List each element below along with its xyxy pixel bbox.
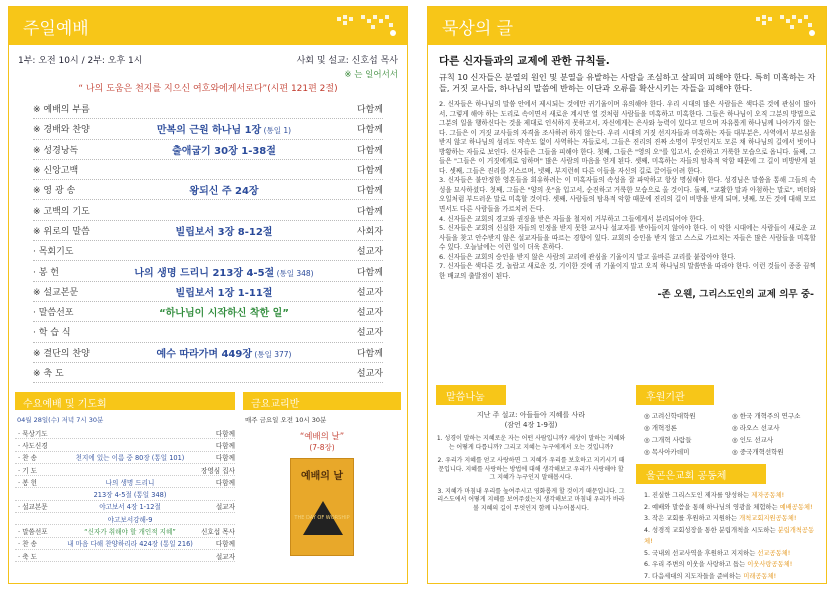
friday-class: [243, 392, 401, 556]
worship-row: [33, 119, 383, 139]
row-detail: 빌립보서 1장 1-11절: [175, 287, 273, 299]
community-emphasis: 미래공동체!: [743, 572, 777, 580]
row-hymn-number: (통일 348): [274, 268, 314, 278]
support-item: ◎ 목사아카데미: [644, 448, 690, 456]
worship-info: [9, 45, 407, 66]
sermon-title: 지난 주 설교: 아들들아 지혜를 사라: [476, 411, 586, 419]
row-leader: 다함께: [356, 105, 383, 116]
wednesday-row: [15, 550, 235, 562]
word-sharing-header: 말씀나눔: [436, 385, 506, 405]
discussion-point: 2. 우리가 지혜를 얻고 사랑하면 그 지혜가 우리를 보호하고 지키시기 때문입니다. 지혜를 사랑하는 방법에 대해 생각해보고 우리가 사랑해야 할 그 지혜가 누구인지 말해봅시다.: [437, 457, 625, 481]
row-leader: 다함께: [215, 540, 235, 549]
row-item: ※ 설교본문: [33, 287, 79, 298]
row-detail: “신자가 취해야 할 개인적 지혜”: [84, 528, 176, 537]
discussion-point: 1. 성경이 말하는 지혜로운 자는 어떤 사람입니까? 세상이 말하는 지혜와는 어떻게 다릅니까? 그리고 지혜는 누구에게서 오는 것입니까?: [436, 435, 626, 451]
row-leader: 다함께: [356, 125, 383, 136]
word-sharing: [436, 385, 626, 513]
row-leader: 신호섭 목사: [201, 528, 235, 537]
row-leader: 다함께: [215, 429, 235, 438]
community-emphasis: 개척교회지원공동체!: [739, 515, 797, 522]
row-item: ※ 축 도: [33, 369, 64, 379]
worship-row: [33, 282, 383, 302]
row-item: · 기 도: [18, 466, 38, 475]
row-leader: 설교자: [356, 369, 383, 379]
wednesday-row: [15, 439, 235, 451]
article-body: [439, 100, 816, 281]
support-item: ◎ 고려신학대학원: [644, 412, 696, 420]
row-detail: “하나님이 시작하신 착한 일”: [159, 308, 289, 320]
article-paragraph: 6. 신자들은 교회의 승인을 받지 않은 사람의 교리에 관심을 기울이지 말고 올바른 교리를 붙잡아야 한다.: [439, 252, 736, 261]
worship-row: [33, 322, 383, 342]
row-item: · 찬 송: [18, 540, 38, 549]
wednesday-service: [15, 392, 235, 562]
wednesday-row: [15, 538, 235, 550]
row-item: · 학 습 식: [33, 328, 71, 339]
service-times: 1부: 오전 10시 / 2부: 오후 1시: [18, 56, 143, 66]
wednesday-row: [15, 488, 235, 500]
article-paragraph: 3. 신자들은 불안정한 영혼들을 회유하려는 이 미혹자들의 속성을 잘 파악하고 항상 명심해야 한다. 성경님은 말씀을 통해 그들의 속성을 묘사하셨다. 첫째, 그들은 "양의 옷"을 입고서, 순진하고 거룩한 모습으로 올 것이다. 둘째, "교활한 말과 아첨하는 말로", 버터와 오일처럼 부드러운 말로 미혹할 것이다. 셋째, 사람들의 탐욕적 악함 때문에 진리의 길이 비방을 받게 되며, 넷째, 모든 것에 대해 모르면서도 다른 사람들을 가르치려 든다.: [439, 176, 816, 214]
row-leader: 다함께: [356, 145, 383, 156]
meditation-title: 묵상의 글: [442, 19, 514, 39]
discussion-points: [436, 435, 626, 513]
row-item: · 묵상기도: [18, 429, 48, 438]
row-detail: 나의 생명 드리니: [105, 478, 155, 487]
row-detail: 왕되신 주 24장: [189, 186, 259, 198]
row-leader: 설교자: [215, 503, 235, 512]
row-leader: 다함께: [215, 478, 235, 487]
wednesday-row: [15, 513, 235, 525]
row-item: · 설교본문: [18, 503, 48, 512]
community-emphasis: 제자공동체!: [751, 492, 785, 499]
row-detail: 빌립보서 3장 8-12절: [175, 226, 273, 238]
row-leader: 사회자: [356, 226, 383, 237]
row-item: ※ 예배의 부름: [33, 105, 90, 116]
wednesday-row: [15, 501, 235, 513]
community-item: 3. 작은 교회를 후원하고 지원하는 개척교회지원공동체!: [644, 515, 797, 522]
wednesday-row: [15, 464, 235, 476]
community-emphasis: 이웃사랑공동체!: [747, 561, 793, 568]
row-detail: 천지에 있는 이름 중 80장 (통일 101): [75, 454, 185, 463]
community-emphasis: 선교공동체!: [757, 549, 791, 557]
worship-row: [33, 261, 383, 281]
row-leader: 다함께: [356, 186, 383, 197]
community-list: [644, 490, 820, 582]
row-leader: 다함께: [215, 454, 235, 463]
book-title: “예배의 날”: [299, 432, 345, 442]
row-detail: 야고보서강해-9: [107, 515, 153, 524]
discussion-point: 3. 지혜가 마침내 우리를 높여주시고 영화롭게 할 것이기 때문입니다. 그리스도에서 어떻게 지혜를 보여주셨는지 생각해보고 마침내 우리가 바라볼 지혜의 길이 무엇인지 함께 나누어봅시다.: [437, 487, 625, 512]
support-item: ◎ 라오스 선교사: [732, 424, 780, 432]
preacher: 사회 및 설교: 신호섭 목사: [296, 56, 398, 66]
row-item: ※ 성경낭독: [33, 145, 79, 156]
wednesday-header: 수요예배 및 기도회: [15, 392, 235, 410]
worship-row: [33, 241, 383, 261]
book-chapters: (7-8장): [309, 443, 335, 452]
row-leader: 설교자: [356, 308, 383, 319]
row-item: · 사도신경: [18, 441, 48, 450]
sermon-passage: (잠언 4장 1-9절): [504, 421, 558, 429]
community-item: 4. 성경적 교회성장을 통한 분립개척을 시도하는 분립개척공동체!: [644, 526, 815, 545]
row-leader: 다함께: [356, 348, 383, 359]
row-leader: 설교자: [356, 247, 383, 258]
support-section: [636, 385, 820, 582]
article-source: -존 오웬, 그리스도인의 교제 의무 중-: [657, 289, 814, 301]
wednesday-order: [15, 427, 235, 562]
worship-row: [33, 99, 383, 119]
world-map-icon: [750, 11, 820, 39]
community-header: 울곤은교회 공동체: [636, 464, 766, 484]
wednesday-row: [15, 452, 235, 464]
cover-title: 예배의 날: [300, 471, 344, 482]
row-detail: 213장 4-5절 (통일 348): [93, 491, 167, 500]
row-item: · 목회기도: [33, 247, 74, 258]
support-item: ◎ 인도 선교사: [732, 436, 774, 444]
friday-header: 금요교리반: [243, 392, 401, 410]
support-item: ◎ 한국 개혁주의 연구소: [732, 412, 801, 420]
row-leader: 다함께: [215, 441, 235, 450]
meditation-header: [428, 7, 826, 45]
row-item: · 축 도: [18, 552, 38, 561]
row-item: · 말씀선포: [18, 528, 48, 537]
wednesday-row: [15, 476, 235, 488]
worship-page: [8, 6, 408, 584]
row-hymn-number: (통일 377): [252, 349, 292, 359]
row-item: · 찬 송: [18, 454, 38, 463]
row-leader: 다함께: [356, 166, 383, 177]
order-of-worship: [33, 99, 383, 383]
worship-header: [9, 7, 407, 45]
row-item: · 봉 헌: [18, 478, 38, 487]
theme-verse: “ 나의 도움은 천지를 지으신 여호와에게서로다”(시편 121편 2절): [78, 84, 338, 94]
article-paragraph: 7. 신자들은 색다른 것, 놀랍고 새로운 것, 기이한 것에 귀 기울이지 말고 오직 하나님의 말씀만을 따라야 한다. 이런 것들이 종종 끔찍한 배교의 출발점이 된다.: [439, 262, 816, 280]
support-header: 후원기관: [636, 385, 714, 405]
community-item: 6. 우리 주변의 이웃을 사랑하고 돕는 이웃사랑공동체!: [644, 561, 793, 568]
worship-row: [33, 221, 383, 241]
support-list: [644, 411, 820, 456]
wednesday-date: 04월 28일(수) 저녁 7시 30분: [17, 416, 104, 424]
worship-row: [33, 302, 383, 322]
row-detail: 예수 따라가며 449장 (통일 377): [156, 348, 292, 360]
article-paragraph: 2. 신자들은 하나님의 말씀 안에서 제시되는 것에만 귀기울이며 유의해야 한다. 우리 시대의 많은 사람들은 색다른 것에 관심이 많아서, 그렇게 해야 하는 도리로 속이면서 새로운 계시만 열 것처럼 사람들을 미혹하고 미혹한다. 그들은 하나님이 오직 그분의 방법으로 그분의 일을 행하신다는 것을 제대로 인식하지 못하고서, 자신에게는 은사와 능력이 있다고 믿으며 자유롭게 하나님께 나아가지 않는다. 그들은 이 거짓 교사들의 자격을 조사하려 하지 않는다. 우리 시대의 거짓 선지자들과 미혹하는 자들 대부분은, 사역에서 부르심을 받지 않고 하나님의 섬리도 약속도 없이 사역하는 자들로서, 그들은 진리의 진짜 소명이 무엇인지도 모른 채 하나님의 길에서 벗어나 방황하는 자들로 보인다. 신자들은 그들을 피해야 한다. 첫째, 그들은 "영의 오"를 입고서, 순진하고 거룩한 모습으로 옵니다. 둘째, 그들은 "그들은 이 거짓에게로 임하며" 많은 사람의 마음을 얻게 된다. 셋째, 미혹하는 자들의 탐욕적 악함 때문에 그 길이 비방받게 된다. 셋째, 그들은 진리를 거스르며, 넷째, 부지런히 다른 이들을 자신의 길로 끌어들이려 한다.: [439, 100, 816, 175]
worship-row: [33, 363, 383, 383]
wednesday-row: [15, 525, 235, 537]
row-item: ※ 결단의 찬양: [33, 348, 90, 359]
row-leader: 설교자: [356, 328, 383, 339]
community-item: 1. 진실한 그리스도인 제자를 양성하는 제자공동체!: [644, 492, 785, 499]
article-paragraph: 4. 신자들은 교회의 경고와 권징을 받은 자들을 철저히 거부하고 그들에게서 분리되어야 한다.: [439, 214, 705, 223]
worship-title: 주일예배: [23, 19, 89, 39]
community-item: 2. 예배와 말씀을 통해 하나님의 영광을 체험하는 예배공동체!: [644, 503, 813, 511]
row-item: ※ 신앙고백: [33, 166, 79, 177]
row-item: · 말씀선포: [33, 308, 74, 319]
row-leader: 다함께: [356, 267, 383, 278]
row-leader: 다함께: [356, 206, 383, 217]
row-leader: 장영심 집사: [201, 466, 235, 475]
book-cover: [290, 458, 354, 556]
row-leader: 설교자: [215, 552, 235, 561]
row-detail: 내 마음 다해 찬양하리라 424장 (통일 216): [67, 540, 193, 549]
meditation-page: [427, 6, 827, 584]
row-detail: 야고보서 4장 1-12절: [99, 503, 161, 512]
row-hymn-number: (통일 1): [261, 126, 292, 136]
world-map-icon: [331, 11, 401, 39]
cover-english: THE DAY OF WORSHIP: [294, 515, 350, 521]
article-intro: 규칙 10 신자들은 분열의 원인 및 분열을 유발하는 사람을 조심하고 살피며 피해야 한다. 특히 미혹하는 자들, 거짓 교사들, 하나님의 말씀에 반하는 이단과 오류를 확산시키는 자들을 피해야 한다.: [439, 72, 816, 93]
worship-row: [33, 200, 383, 220]
worship-row: [33, 160, 383, 180]
support-item: ◎ 그개혁 사람들: [644, 436, 692, 444]
row-leader: 설교자: [356, 287, 383, 298]
community-item: 5. 국내외 선교사역을 후원하고 지지하는 선교공동체!: [644, 549, 791, 557]
last-sermon: [436, 410, 626, 430]
wednesday-row: [15, 427, 235, 439]
support-item: ◎ 개혁정론: [644, 424, 677, 432]
row-item: ※ 고백의 기도: [33, 206, 90, 217]
friday-time: 매주 금요일 오전 10시 30분: [245, 416, 327, 424]
support-item: ◎ 중국개혁선학원: [732, 448, 784, 456]
row-item: · 봉 헌: [33, 267, 59, 278]
community-emphasis: 예배공동체!: [779, 503, 813, 511]
article-paragraph: 5. 신자들은 교회의 신실한 자들의 인정을 받지 못한 교사나 설교자를 받아들이지 않아야 한다. 이 악한 시대에는 사람들이 새로운 교사들을 찾고 안수받지 않은 설교자들을 따르는 경향이 있다. 교회의 승인을 받지 않고 스스로 가르치는 자들은 많은 사람들을 미혹할 수 있다. 오늘날에는 이런 일이 더욱 흔하다.: [439, 224, 816, 252]
stand-note: ※ 는 일어서서: [344, 70, 398, 80]
row-item: ※ 위로의 말씀: [33, 226, 90, 237]
lower-section: [9, 392, 409, 582]
row-detail: 나의 생명 드리니 213장 4-5절 (통일 348): [134, 267, 314, 279]
community-emphasis: 분립개척공동체!: [644, 526, 815, 545]
row-item: ※ 경배와 찬양: [33, 125, 90, 136]
worship-row: [33, 343, 383, 363]
worship-row: [33, 140, 383, 160]
worship-row: [33, 180, 383, 200]
row-item: ※ 영 광 송: [33, 186, 76, 197]
row-detail: 출애굽기 30장 1-38절: [172, 145, 276, 157]
community-item: 7. 다음세대의 지도자들을 준비하는 미래공동체!: [644, 572, 777, 580]
row-detail: 만복의 근원 하나님 1장 (통일 1): [156, 125, 292, 137]
article-title: 다른 신자들과의 교제에 관한 규칙들.: [439, 55, 610, 67]
